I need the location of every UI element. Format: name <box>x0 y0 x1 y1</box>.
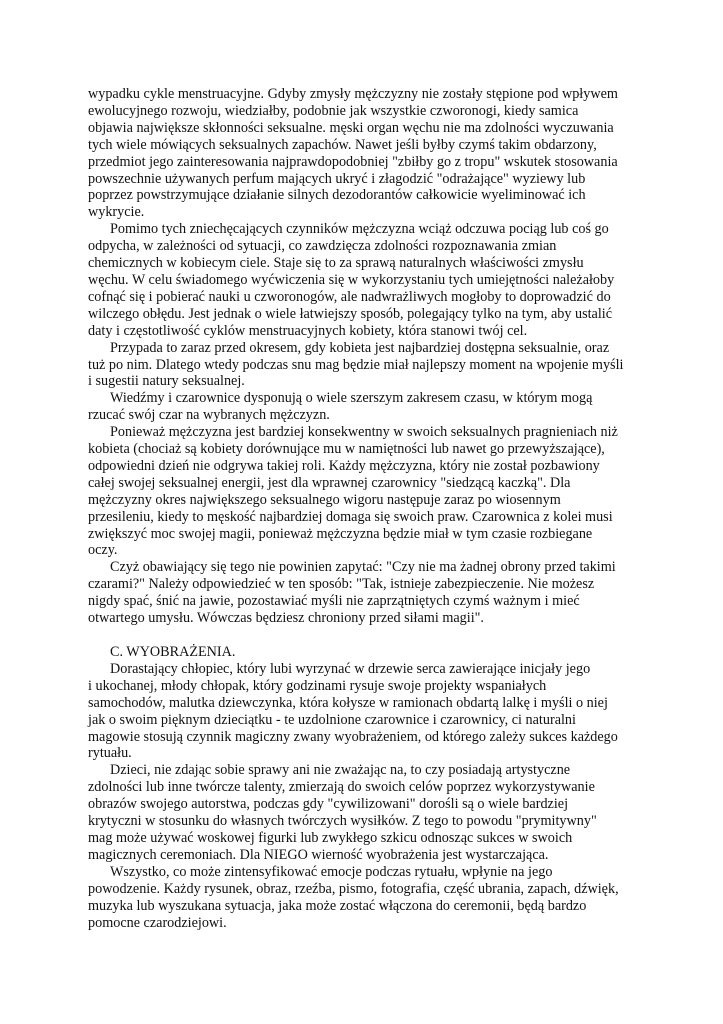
paragraph-2: Pomimo tych zniechęcających czynników mężczyzna wciąż odczuwa pociąg lub coś go odpycha, w zależności od sytuacji, co zawdzięcza zdolności rozpoznawania zmian chemicznych w kobiecym ciele. Staje się to za sprawą naturalnych właściwości zmysłu węchu. W celu świadomego wyćwiczenia się w wykorzystaniu tych umiejętności należałoby cofnąć się i pobierać nauki u czworonogów, ale nadwrażliwych mogłoby to doprowadzić do wilczego obłędu. Jest jednak o wiele łatwiejszy sposób, polegający tylko na tym, aby ustalić daty i częstotliwość cyklów menstruacyjnych kobiety, która stanowi twój cel. <box>88 221 615 339</box>
paragraph-4: Wiedźmy i czarownice dysponują o wiele szerszym zakresem czasu, w którym mogą rzucać swój czar na wybranych mężczyzn. <box>88 390 593 424</box>
paragraph-5: Ponieważ mężczyzna jest bardziej konsekwentny w swoich seksualnych pragnieniach niż kobieta (chociaż są kobiety dorównujące mu w namiętności lub nawet go przewyższające), odpowiedni dzień nie odgrywa takiej roli. Każdy mężczyzna, który nie został pozbawiony całej swojej seksualnej energii, jest dla wprawnej czarownicy "siedzącą kaczką". Dla mężczyzny okres największego seksualnego wigoru następuje zaraz po wiosennym przesileniu, kiedy to męskość najbardziej domaga się swoich praw. Czarownica z kolei musi zwiększyć moc swojej magii, ponieważ mężczyzna będzie miał w tym czasie rozbiegane oczy. <box>88 424 618 559</box>
paragraph-6: Czyż obawiający się tego nie powinien zapytać: "Czy nie ma żadnej obrony przed takimi czarami?" Należy odpowiedzieć w ten sposób: "Tak, istnieje zabezpieczenie. Nie możesz nigdy spać, śnić na jawie, pozostawiać myśli nie zaprzątniętych czymś ważnym i mieć otwartego umysłu. Wówczas będziesz chroniony przed siłami magii". <box>88 559 616 627</box>
paragraph-9: Wszystko, co może zintensyfikować emocje podczas rytuału, wpłynie na jego powodzenie. Każdy rysunek, obraz, rzeźba, pismo, fotografia, część ubrania, zapach, dźwięk, muzyka lub wyszukana sytuacja, jaka może zostać włączona do ceremonii, będą bardzo pomocne czarodziejowi. <box>88 863 619 931</box>
paragraph-3: Przypada to zaraz przed okresem, gdy kobieta jest najbardziej dostępna seksualnie, oraz tuż po nim. Dlatego wtedy podczas snu mag będzie miał najlepszy moment na wpojenie myśli i sugestii natury seksualnej. <box>88 339 624 390</box>
document-page <box>88 86 663 931</box>
paragraph-7: Dorastający chłopiec, który lubi wyrzynać w drzewie serca zawierające inicjały jego i ukochanej, młody chłopak, który godzinami rysuje swoje projekty wspaniałych samochodów, malutka dziewczynka, która kołysze w ramionach obdartą lalkę i myśli o niej jak o swoim pięknym dzieciątku - te uzdolnione czarownice i czarownicy, ci naturalni magowie stosują czynnik magiczny zwany wyobrażeniem, od którego zależy sukces każdego rytuału. <box>88 660 618 762</box>
section-heading: C. WYOBRAŻENIA. <box>110 644 236 660</box>
paragraph-8: Dzieci, nie zdając sobie sprawy ani nie zważając na, to czy posiadają artystyczne zdolności lub inne twórcze talenty, zmierzają do swoich celów poprzez wykorzystywanie obrazów swojego autorstwa, podczas gdy "cywilizowani" dorośli są o wiele bardziej krytyczni w stosunku do własnych twórczych wysiłków. Z tego to powodu "prymitywny" mag może używać woskowej figurki lub zwykłego szkicu odnosząc sukces w swoich magicznych ceremoniach. Dla NIEGO wierność wyobrażenia jest wystarczająca. <box>88 762 597 863</box>
paragraph-1: wypadku cykle menstruacyjne. Gdyby zmysły mężczyzny nie zostały stępione pod wpływem ewolucyjnego rozwoju, wiedziałby, podobnie jak wszystkie czworonogi, kiedy samica objawia największe skłonności seksualne. męski organ węchu nie ma zdolności wyczuwania tych wiele mówiących seksualnych zapachów. Nawet jeśli byłby czymś takim obdarzony, przedmiot jego zainteresowania najprawdopodobniej "zbiłby go z tropu" wskutek stosowania powszechnie używanych perfum mających ukryć i złagodzić "odrażające" wyziewy lub poprzez powstrzymujące działanie silnych dezodorantów całkowicie wyeliminować ich wykrycie. <box>88 86 618 221</box>
